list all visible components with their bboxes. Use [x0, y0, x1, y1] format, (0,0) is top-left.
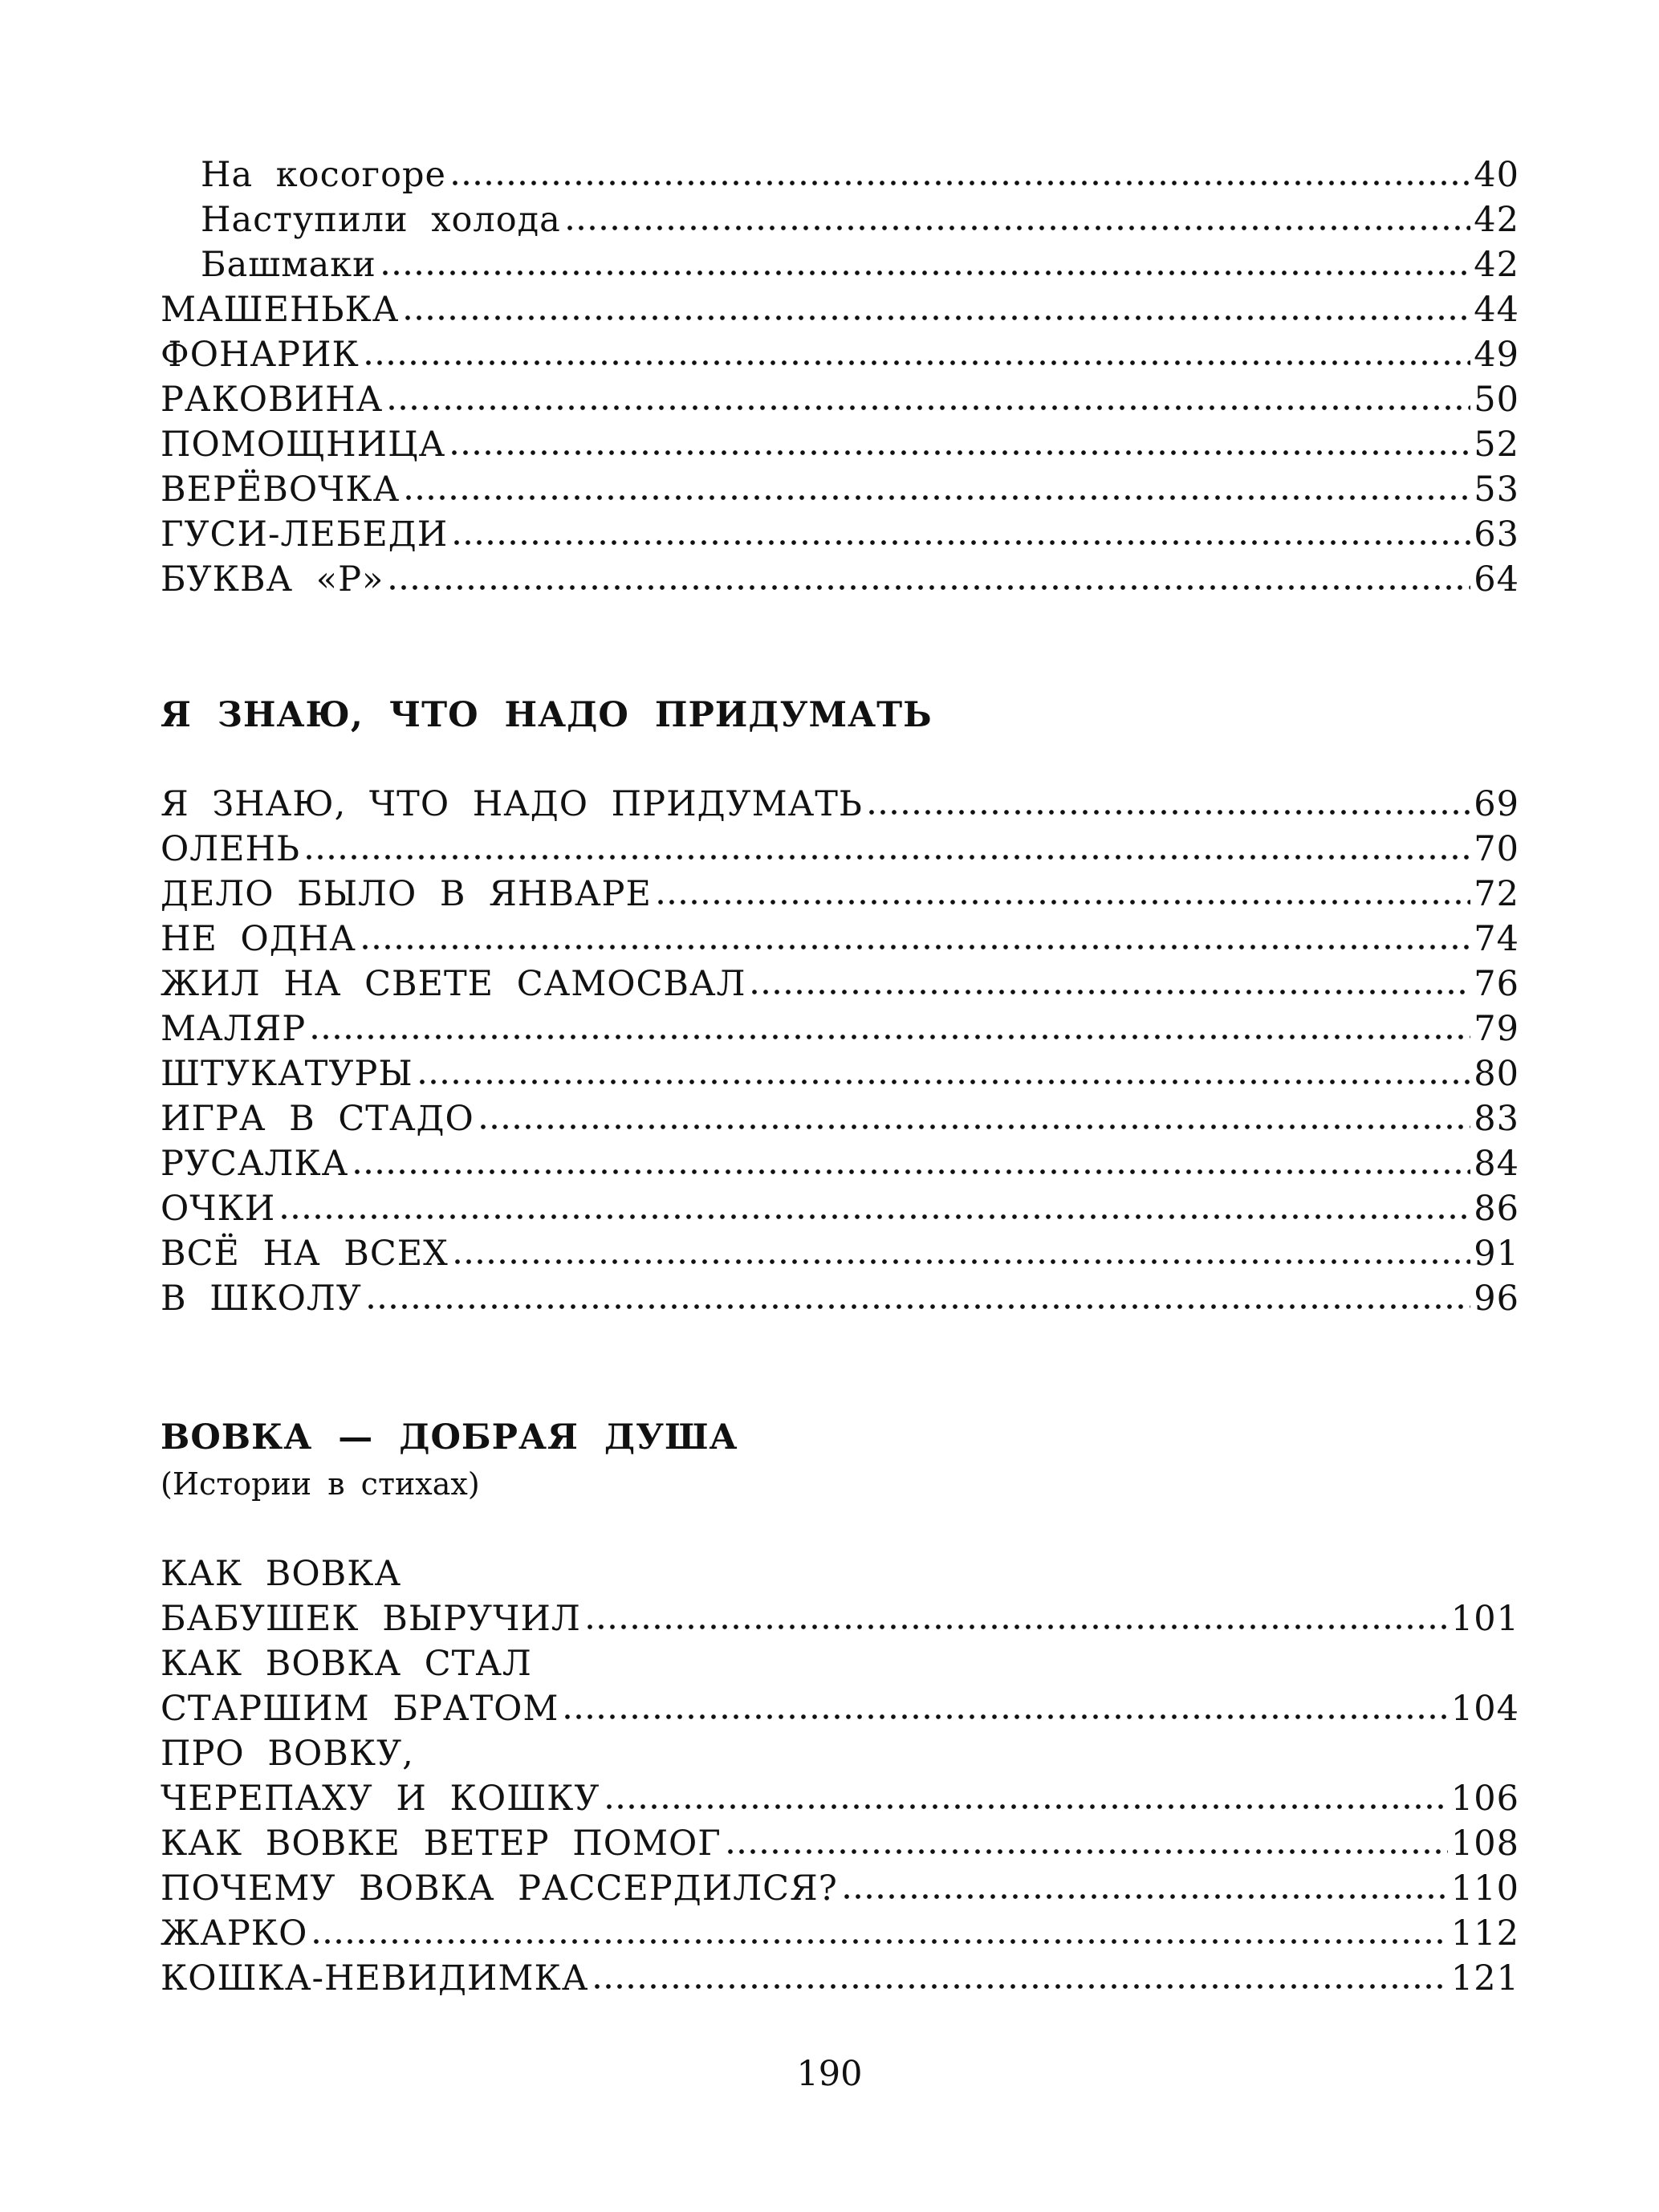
- toc-entry-page: 121: [1450, 1958, 1519, 1999]
- dot-leader: [311, 1937, 1448, 1946]
- toc-entry-page: 74: [1474, 919, 1519, 959]
- dot-leader: [449, 448, 1470, 457]
- dot-leader: [584, 1622, 1448, 1632]
- toc-entry-title: ГУСИ-ЛЕБЕДИ: [161, 514, 449, 555]
- toc-entry-page: 86: [1474, 1189, 1519, 1229]
- toc-entry: [161, 1185, 1519, 1232]
- toc-entry-page: 52: [1474, 425, 1519, 465]
- toc-entry-title: БАБУШЕК ВЫРУЧИЛ: [161, 1599, 581, 1639]
- toc-entry: [161, 1910, 1519, 1957]
- toc-entry: [161, 1685, 1519, 1732]
- toc-entry-title: ЧЕРЕПАХУ И КОШКУ: [161, 1779, 600, 1819]
- toc-entry-first-line: ПРО ВОВКУ,: [161, 1734, 414, 1774]
- toc-entry: [161, 961, 1519, 1007]
- toc-entry: [161, 1596, 1519, 1642]
- page-number: 190: [796, 2054, 863, 2094]
- toc-entry: [201, 197, 1519, 243]
- toc-entry-page: 49: [1474, 335, 1519, 375]
- toc-entry-page: 96: [1474, 1279, 1519, 1319]
- toc-entry-page: 63: [1474, 514, 1519, 555]
- toc-entry-title: На косогоре: [201, 155, 446, 195]
- toc-entry: [161, 1775, 1519, 1822]
- toc-entry-title: ПОЧЕМУ ВОВКА РАССЕРДИЛСЯ?: [161, 1868, 838, 1909]
- dot-leader: [655, 897, 1470, 907]
- dot-leader: [309, 1032, 1470, 1042]
- dot-leader: [303, 852, 1470, 862]
- toc-entry-title: Я ЗНАЮ, ЧТО НАДО ПРИДУМАТЬ: [161, 784, 863, 824]
- toc-entry: [161, 511, 1519, 558]
- section-heading: ВОВКА — ДОБРАЯ ДУША: [161, 1417, 738, 1458]
- toc-entry-page: 108: [1450, 1824, 1519, 1864]
- toc-entry-page: 40: [1474, 155, 1519, 195]
- toc-entry-first-line: КАК ВОВКА: [161, 1554, 402, 1594]
- section-subtitle: (Истории в стихах): [161, 1466, 480, 1502]
- toc-entry-page: 76: [1474, 964, 1519, 1004]
- toc-entry: [161, 1141, 1519, 1187]
- toc-entry: [161, 1955, 1519, 2002]
- toc-entry-page: 80: [1474, 1054, 1519, 1094]
- toc-entry-page: 42: [1474, 245, 1519, 285]
- toc-entry: [201, 242, 1519, 288]
- dot-leader: [841, 1892, 1448, 1901]
- toc-entry-page: 104: [1450, 1689, 1519, 1729]
- dot-leader: [478, 1122, 1471, 1132]
- dot-leader: [365, 1302, 1470, 1311]
- toc-entry-title: ОЧКИ: [161, 1189, 276, 1229]
- toc-entry-page: 53: [1474, 470, 1519, 510]
- toc-entry-page: 112: [1450, 1913, 1519, 1954]
- toc-entry: [161, 1051, 1519, 1097]
- toc-entry-title: БУКВА «Р»: [161, 559, 384, 600]
- dot-leader: [564, 223, 1471, 233]
- dot-leader: [279, 1212, 1470, 1222]
- dot-leader: [725, 1847, 1448, 1856]
- toc-entry-title: ВСЁ НА ВСЕХ: [161, 1234, 449, 1274]
- toc-entry-title: СТАРШИМ БРАТОМ: [161, 1689, 559, 1729]
- toc-entry-page: 91: [1474, 1234, 1519, 1274]
- toc-entry-page: 72: [1474, 874, 1519, 914]
- toc-entry: [161, 331, 1519, 378]
- toc-entry-page: 79: [1474, 1009, 1519, 1049]
- dot-leader: [417, 1077, 1471, 1087]
- toc-entry-title: МАЛЯР: [161, 1009, 307, 1049]
- toc-entry-page: 42: [1474, 200, 1519, 240]
- toc-entry: [161, 1865, 1519, 1912]
- dot-leader: [380, 268, 1470, 278]
- toc-entry-page: 69: [1474, 784, 1519, 824]
- toc-entry-page: 110: [1450, 1868, 1519, 1909]
- toc-entry: [161, 287, 1519, 333]
- toc-entry-title: ИГРА В СТАДО: [161, 1099, 474, 1139]
- section-heading: Я ЗНАЮ, ЧТО НАДО ПРИДУМАТЬ: [161, 695, 933, 735]
- toc-entry: [161, 826, 1519, 872]
- toc-entry-title: Башмаки: [201, 245, 376, 285]
- dot-leader: [360, 942, 1470, 952]
- toc-entry: [161, 376, 1519, 423]
- toc-entry-title: ЖАРКО: [161, 1913, 308, 1954]
- toc-entry: [201, 152, 1519, 198]
- toc-entry-page: 83: [1474, 1099, 1519, 1139]
- dot-leader: [352, 1167, 1470, 1177]
- toc-entry: [161, 556, 1519, 603]
- toc-entry-page: 106: [1450, 1779, 1519, 1819]
- toc-entry: [161, 1230, 1519, 1277]
- toc-entry: [161, 1820, 1519, 1867]
- dot-leader: [562, 1712, 1448, 1722]
- toc-entry: [161, 1096, 1519, 1142]
- toc-entry: [161, 466, 1519, 513]
- dot-leader: [363, 358, 1471, 368]
- toc-entry-title: ПОМОЩНИЦА: [161, 425, 446, 465]
- toc-entry-page: 44: [1474, 290, 1519, 330]
- dot-leader: [449, 178, 1470, 188]
- dot-leader: [451, 538, 1470, 547]
- toc-entry-title: ФОНАРИК: [161, 335, 360, 375]
- toc-entry-page: 84: [1474, 1144, 1519, 1184]
- toc-entry-title: ЖИЛ НА СВЕТЕ САМОСВАЛ: [161, 964, 746, 1004]
- dot-leader: [386, 403, 1470, 413]
- dot-leader: [402, 313, 1470, 323]
- toc-entry: [161, 421, 1519, 468]
- toc-entry-title: ОЛЕНЬ: [161, 829, 300, 869]
- toc-entry-title: В ШКОЛУ: [161, 1279, 362, 1319]
- toc-entry-title: НЕ ОДНА: [161, 919, 356, 959]
- dot-leader: [452, 1257, 1470, 1267]
- toc-entry: [161, 916, 1519, 962]
- toc-entry-page: 101: [1450, 1599, 1519, 1639]
- toc-entry-title: МАШЕНЬКА: [161, 290, 400, 330]
- toc-entry-title: КАК ВОВКЕ ВЕТЕР ПОМОГ: [161, 1824, 722, 1864]
- toc-entry-title: ДЕЛО БЫЛО В ЯНВАРЕ: [161, 874, 652, 914]
- dot-leader: [866, 807, 1470, 817]
- toc-entry-title: ШТУКАТУРЫ: [161, 1054, 413, 1094]
- dot-leader: [604, 1802, 1448, 1811]
- toc-entry-title: РАКОВИНА: [161, 380, 384, 420]
- dot-leader: [403, 493, 1470, 502]
- toc-entry-title: Наступили холода: [201, 200, 561, 240]
- toc-entry-page: 50: [1474, 380, 1519, 420]
- toc-entry-first-line: КАК ВОВКА СТАЛ: [161, 1644, 532, 1684]
- toc-entry: [161, 871, 1519, 917]
- toc-entry-title: ВЕРЁВОЧКА: [161, 470, 401, 510]
- toc-entry: [161, 1275, 1519, 1322]
- toc-entry: [161, 781, 1519, 827]
- dot-leader: [749, 987, 1470, 997]
- toc-entry-title: РУСАЛКА: [161, 1144, 349, 1184]
- toc-entry: [161, 1006, 1519, 1052]
- dot-leader: [387, 583, 1470, 592]
- toc-entry-page: 64: [1474, 559, 1519, 600]
- dot-leader: [592, 1982, 1448, 1991]
- toc-entry-page: 70: [1474, 829, 1519, 869]
- toc-entry-title: КОШКА-НЕВИДИМКА: [161, 1958, 589, 1999]
